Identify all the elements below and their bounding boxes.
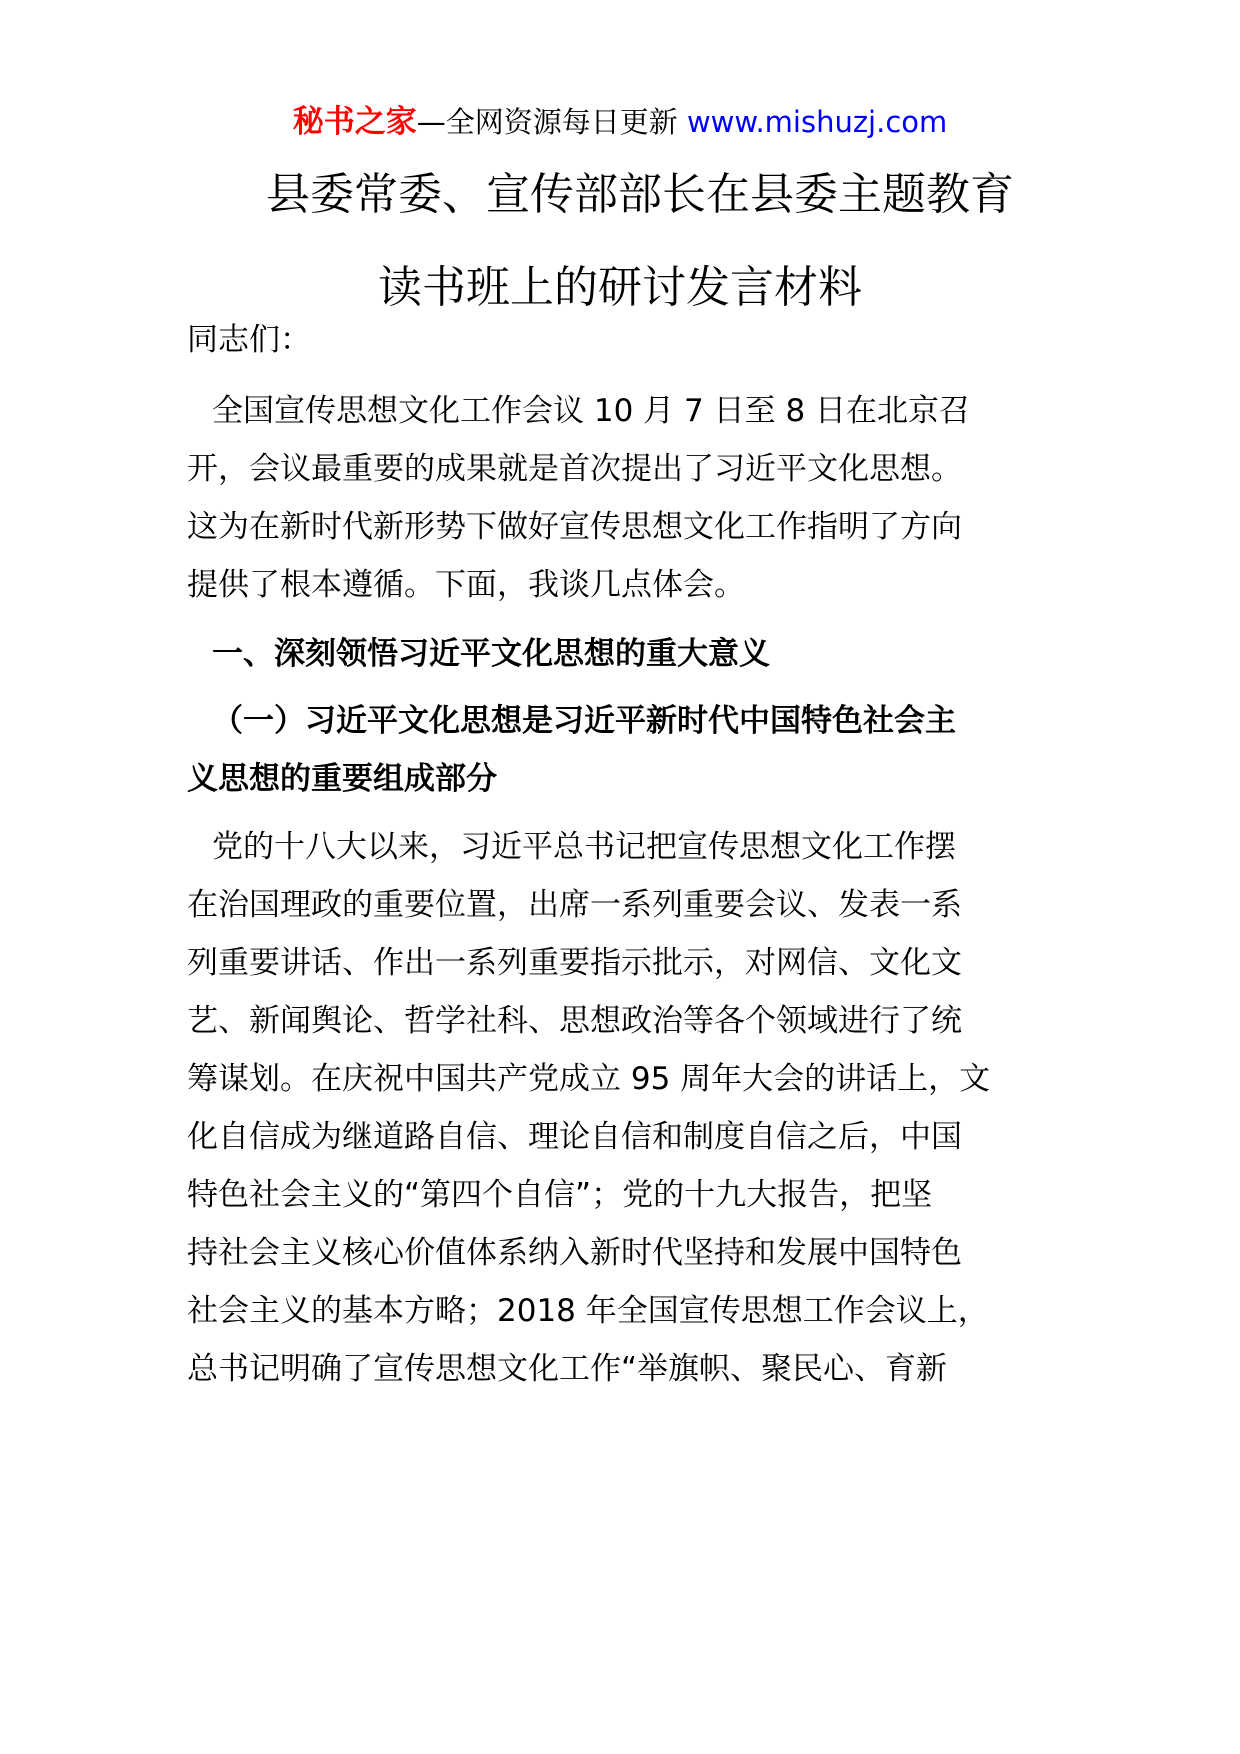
paragraph-line: 特色社会主义的“第四个自信”；党的十九大报告，把坚: [187, 1177, 933, 1213]
paragraph-line: 这为在新时代新形势下做好宣传思想文化工作指明了方向: [187, 509, 962, 545]
salutation: 同志们：: [187, 322, 311, 358]
paragraph-line: 党的十八大以来，习近平总书记把宣传思想文化工作摆: [212, 829, 956, 865]
section-heading: 一、深刻领悟习近平文化思想的重大意义: [212, 636, 770, 672]
paragraph-line: 全国宣传思想文化工作会议 10 月 7 日至 8 日在北京召: [212, 393, 971, 429]
paragraph-line: 提供了根本遵循。下面，我谈几点体会。: [187, 567, 745, 603]
paragraph-line: 持社会主义核心价值体系纳入新时代坚持和发展中国特色: [187, 1235, 962, 1271]
paragraph-line: 总书记明确了宣传思想文化工作“举旗帜、聚民心、育新: [187, 1351, 948, 1387]
document-title-line-1: 县委常委、宣传部部长在县委主题教育: [266, 169, 1014, 220]
paragraph-line: 筹谋划。在庆祝中国共产党成立 95 周年大会的讲话上，文: [187, 1061, 991, 1097]
paragraph-line: 社会主义的基本方略；2018 年全国宣传思想工作会议上，: [187, 1293, 989, 1329]
paragraph-line: 在治国理政的重要位置，出席一系列重要会议、发表一系: [187, 887, 962, 923]
paragraph-line: 列重要讲话、作出一系列重要指示批示，对网信、文化文: [187, 945, 962, 981]
document-title-line-2: 读书班上的研讨发言材料: [378, 262, 862, 313]
paragraph-line: 化自信成为继道路自信、理论自信和制度自信之后，中国: [187, 1119, 962, 1155]
subsection-heading-line: （一）习近平文化思想是习近平新时代中国特色社会主: [212, 703, 956, 739]
brand-name: 秘书之家: [292, 104, 417, 140]
paragraph-line: 艺、新闻舆论、哲学社科、思想政治等各个领域进行了统: [187, 1003, 962, 1039]
subsection-heading-line: 义思想的重要组成部分: [187, 761, 497, 797]
watermark-header: [0, 100, 1240, 144]
site-url[interactable]: www.mishuzj.com: [686, 105, 948, 139]
brand-tagline: —全网资源每日更新: [416, 105, 678, 139]
paragraph-line: 开，会议最重要的成果就是首次提出了习近平文化思想。: [187, 451, 962, 487]
